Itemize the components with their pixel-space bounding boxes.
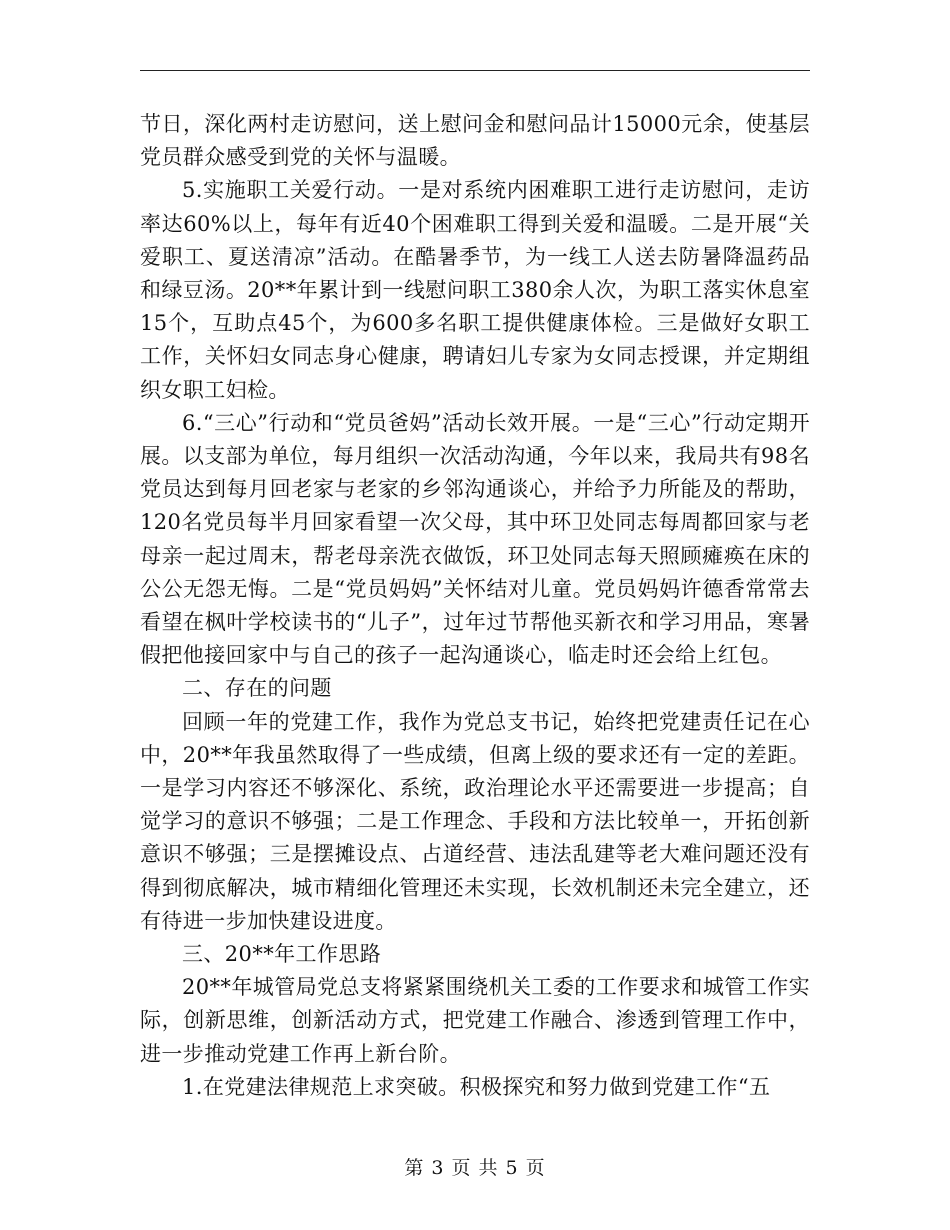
page-number-footer: 第 3 页 共 5 页 [404,1157,546,1179]
paragraph-item-6: 6.“三心”行动和“党员爸妈”活动长效开展。一是“三心”行动定期开展。以支部为单位，每月组织一次活动沟通，今年以来，我局共有98名党员达到每月回老家与老家的乡邻沟通谈心，并给予力所能及的帮助，120名党员每半月回家看望一次父母，其中环卫处同志每周都回家与老母亲一起过周末，帮老母亲洗衣做饭，环卫处同志每天照顾瘫痪在床的公公无怨无悔。二是“党员妈妈”关怀结对儿童。党员妈妈许德香常常去看望在枫叶学校读书的“儿子”，过年过节帮他买新衣和学习用品，寒暑假把他接回家中与自己的孩子一起沟通谈心，临走时还会给上红包。 [140,410,810,668]
paragraph-plans: 20**年城管局党总支将紧紧围绕机关工委的工作要求和城管工作实际，创新思维，创新活动方式，把党建工作融合、渗透到管理工作中，进一步推动党建工作再上新台阶。 [140,975,810,1066]
header-rule [140,70,810,71]
paragraph-item-1: 1.在党建法律规范上求突破。积极探究和努力做到党建工作“五 [182,1074,771,1099]
paragraph-problems: 回顾一年的党建工作，我作为党总支书记，始终把党建责任记在心中，20**年我虽然取得了一些成绩，但离上级的要求还有一定的差距。一是学习内容还不够深化、系统，政治理论水平还需要进一步提高；自觉学习的意识不够强；二是工作理念、手段和方法比较单一，开拓创新意识不够强；三是摆摊设点、占道经营、违法乱建等老大难问题还没有得到彻底解决，城市精细化管理还未实现，长效机制还未完全建立，还有待进一步加快建设进度。 [140,709,810,933]
paragraph-continuation: 节日，深化两村走访慰问，送上慰问金和慰问品计15000元余，使基层党员群众感受到党的关怀与温暖。 [140,112,810,170]
paragraph-item-5: 5.实施职工关爱行动。一是对系统内困难职工进行走访慰问，走访率达60%以上，每年有近40个困难职工得到关爱和温暖。二是开展“关爱职工、夏送清凉”活动。在酷暑季节，为一线工人送去防暑降温药品和绿豆汤。20**年累计到一线慰问职工380余人次，为职工落实休息室15个，互助点45个，为600多名职工提供健康体检。三是做好女职工工作，关怀妇女同志身心健康，聘请妇儿专家为女同志授课，并定期组织女职工妇检。 [140,178,810,402]
section-heading-plans: 三、20**年工作思路 [182,942,382,967]
section-heading-problems: 二、存在的问题 [182,676,332,701]
document-body [140,108,810,1104]
